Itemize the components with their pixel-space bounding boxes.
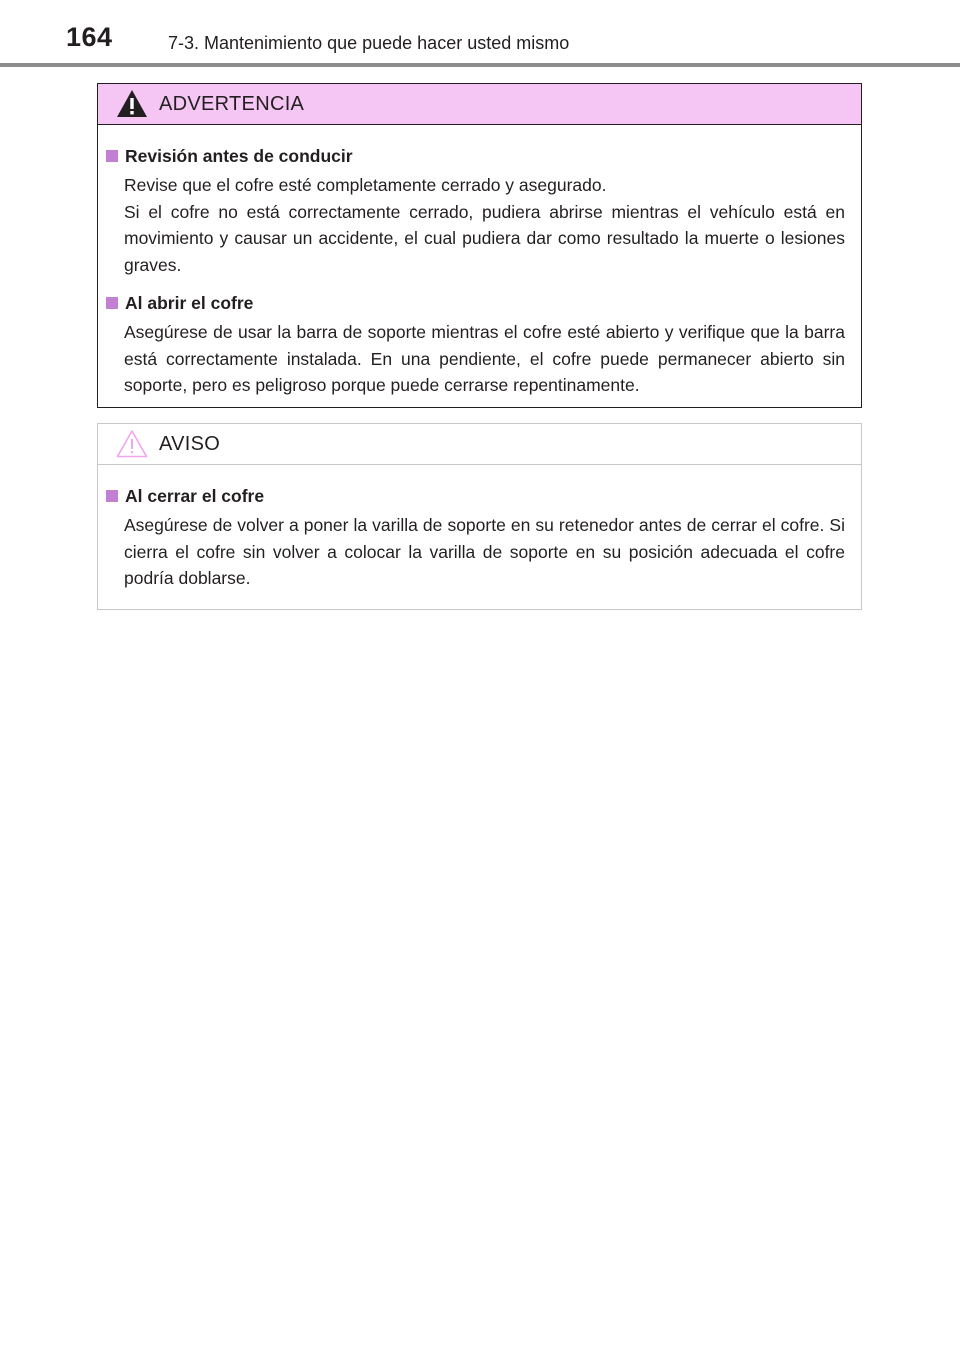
- notice-label: AVISO: [159, 433, 221, 455]
- warning-triangle-icon: [116, 89, 148, 118]
- warning-label: ADVERTENCIA: [159, 93, 305, 115]
- square-bullet-icon: [106, 150, 118, 162]
- notice-item-text: Asegúrese de volver a poner la varilla de soporte en su retenedor antes de cerrar el cofre. Si cierra el cofre sin volver a colocar la varilla de soporte en su posición adecuada el cofre podría doblarse.: [124, 515, 845, 588]
- warning-box: [97, 83, 862, 408]
- warning-item-text: Asegúrese de usar la barra de soporte mientras el cofre esté abierto y verifique que la barra está correctamente instalada. En una pendiente, el cofre puede permanecer abierto sin soporte, pero es peligroso porque puede cerrarse repentinamente.: [124, 322, 845, 395]
- section-title: 7-3. Mantenimiento que puede hacer usted mismo: [168, 33, 570, 53]
- page-number: 164: [66, 22, 113, 52]
- notice-box-body: [98, 465, 861, 592]
- notice-box-header: [98, 424, 861, 465]
- square-bullet-icon: [106, 297, 118, 309]
- warning-item: [106, 144, 845, 278]
- warning-box-body: [98, 125, 861, 399]
- warning-item-text: Revise que el cofre esté completamente cerrado y asegurado.: [124, 175, 607, 195]
- notice-box: [97, 423, 862, 610]
- page-header: [0, 0, 960, 68]
- header-rule: [0, 63, 960, 67]
- square-bullet-icon: [106, 490, 118, 502]
- warning-item-title: Revisión antes de conducir: [125, 146, 353, 166]
- caution-triangle-outline-icon: [116, 429, 148, 458]
- warning-item-title: Al abrir el cofre: [125, 293, 254, 313]
- notice-item-title: Al cerrar el cofre: [125, 486, 265, 506]
- warning-item: [106, 291, 845, 399]
- warning-item-text: Si el cofre no está correctamente cerrado, pudiera abrirse mientras el vehículo está en movimiento y causar un accidente, el cual pudiera dar como resultado la muerte o lesiones graves.: [124, 201, 845, 275]
- warning-box-header: [98, 84, 861, 125]
- notice-item: [106, 484, 845, 592]
